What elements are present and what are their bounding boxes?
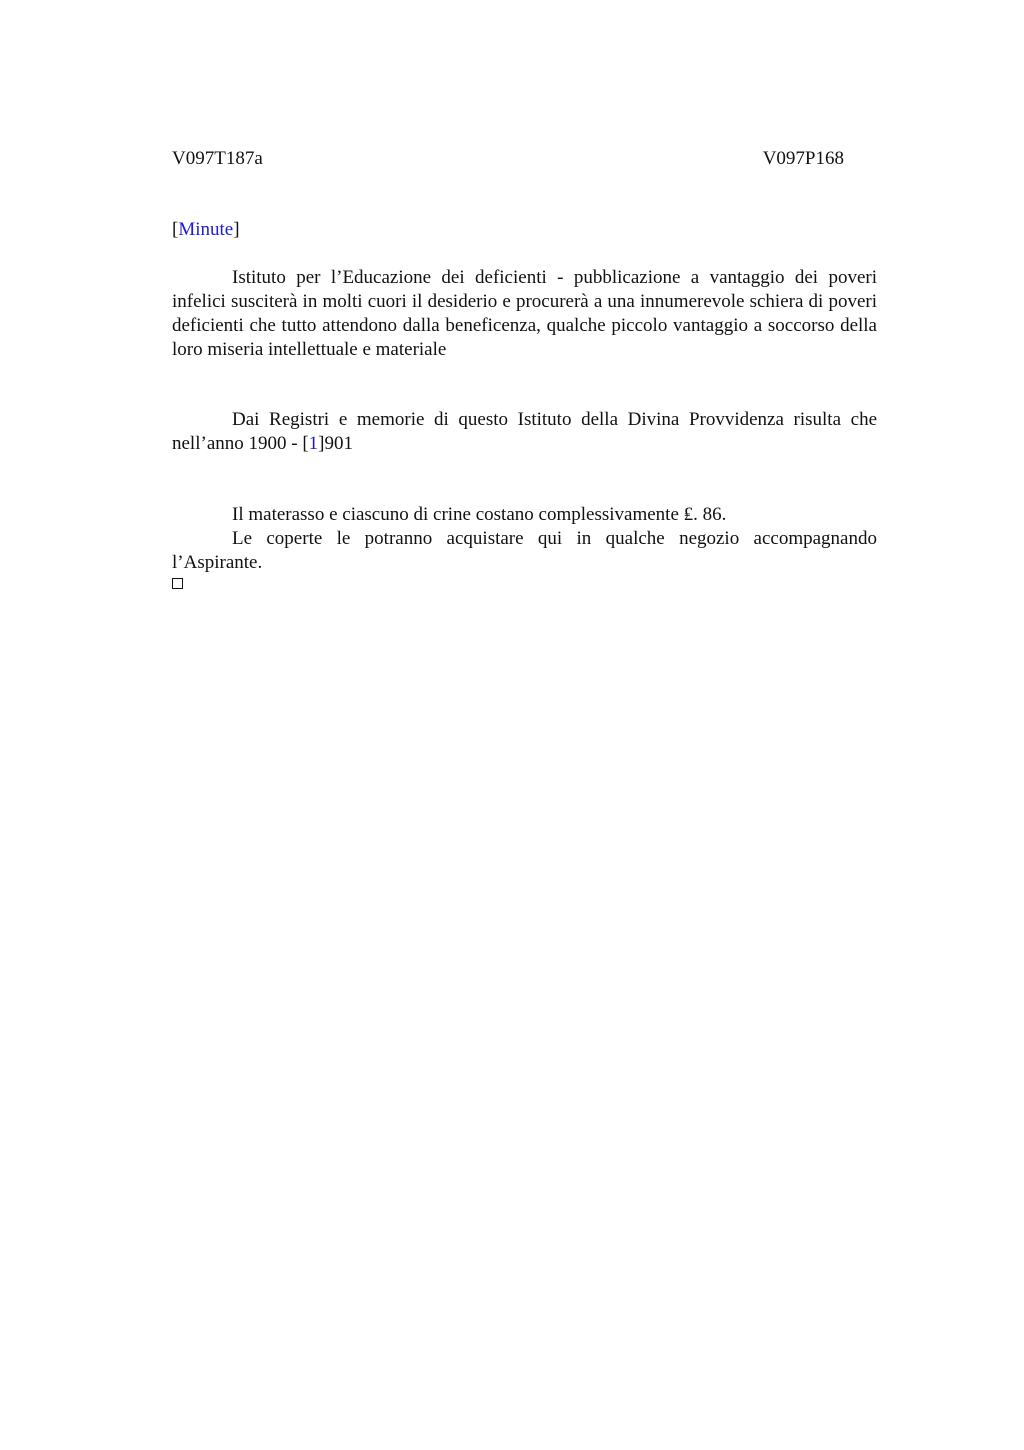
paragraph-registri-year-end: ]901 <box>318 433 353 454</box>
paragraph-registri-insertion: 1 <box>308 433 319 454</box>
heading-open-bracket: [ <box>172 219 179 240</box>
paragraph-registri-text: Dai Registri e memorie di questo Istituto della Divina Provvidenza risulta che nell’anno 1900 - [ <box>172 409 877 454</box>
paragraph-group-materasso <box>172 503 877 575</box>
heading-minute-label: Minute <box>178 219 234 240</box>
paragraph-materasso: Il materasso e ciascuno di crine costano complessivamente ₤. 86. <box>232 504 727 525</box>
paragraph-registri <box>172 408 877 456</box>
document-code-right: V097P168 <box>762 148 844 169</box>
paragraph-istituto: Istituto per l’Educazione dei deficienti - pubblicazione a vantaggio dei poveri infelici susciterà in molti cuori il desiderio e procurerà a una innumerevole schiera di poveri deficienti che tutto attendono dalla beneficenza, qualche piccolo vantaggio a soccorso della loro miseria intellettuale e materiale <box>172 267 877 360</box>
end-of-text-box-icon <box>172 578 183 589</box>
paragraph-coperte: Le coperte le potranno acquistare qui in qualche negozio accompagnando l’Aspirante. <box>172 528 877 573</box>
document-code-left: V097T187a <box>172 148 263 169</box>
heading-close-bracket: ] <box>233 219 240 240</box>
section-heading <box>172 218 877 242</box>
reference-codes-line <box>172 147 844 171</box>
